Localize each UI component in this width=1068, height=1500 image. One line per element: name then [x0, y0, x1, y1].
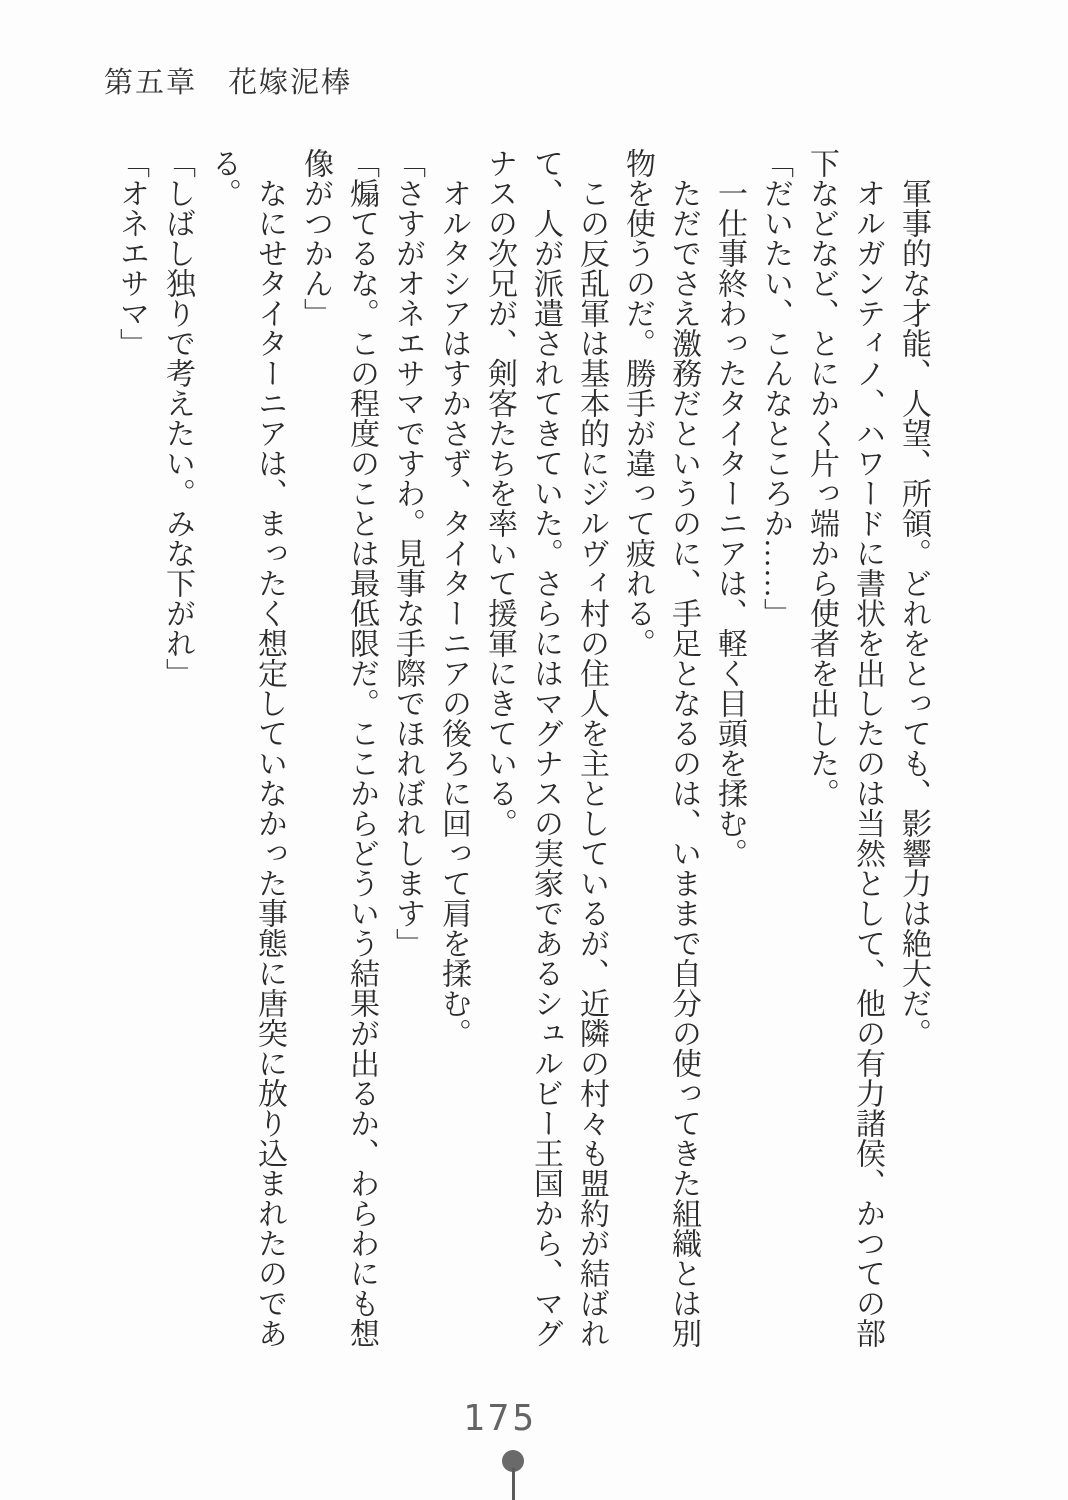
dialogue-line: 「オネエサマ」: [115, 148, 148, 358]
dialogue-line: 「煽てるな。この程度のことは最低限だ。ここからどういう結果が出るか、わらわにも想像がつかん」: [299, 148, 378, 1348]
page-footer: [0, 1398, 1000, 1439]
dialogue-line: 「さすがオネエサマですわ。見事な手際でほれぼれします」: [391, 148, 424, 958]
paragraph: オルタシアはすかさず、タイターニアの後ろに回って肩を揉む。: [437, 178, 470, 1048]
page-number: 175: [462, 1398, 538, 1439]
dialogue-line: 「しばし独りで考えたい。みな下がれ」: [161, 148, 194, 688]
paragraph: 一仕事終わったタイターニアは、軽く目頭を揉む。: [713, 178, 746, 868]
vertical-text-block: [108, 148, 936, 1348]
pin-stem: [512, 1468, 515, 1500]
paragraph: 軍事的な才能、人望、所領。どれをとっても、影響力は絶大だ。: [897, 178, 930, 1048]
chapter-header: 第五章 花嫁泥棒: [104, 67, 353, 99]
paragraph: ただでさえ激務だというのに、手足となるのは、いままで自分の使ってきた組織とは別物を使うのだ。勝手が違って疲れる。: [621, 148, 700, 1348]
dialogue-line: 「だいたい、こんなところか……」: [759, 148, 792, 628]
paragraph: なにせタイターニアは、まったく想定していなかった事態に唐突に放り込まれたのである。: [207, 148, 286, 1348]
position-pin-marker: [502, 1450, 524, 1500]
paragraph: オルガンティノ、ハワードに書状を出したのは当然として、他の有力諸侯、かつての部下などなど、とにかく片っ端から使者を出した。: [805, 148, 884, 1348]
paragraph: この反乱軍は基本的にジルヴィ村の住人を主としているが、近隣の村々も盟約が結ばれて、人が派遣されてきていた。さらにはマグナスの実家であるシュルビー王国から、マグナスの次兄が、剣客たちを率いて援軍にきている。: [483, 148, 608, 1348]
